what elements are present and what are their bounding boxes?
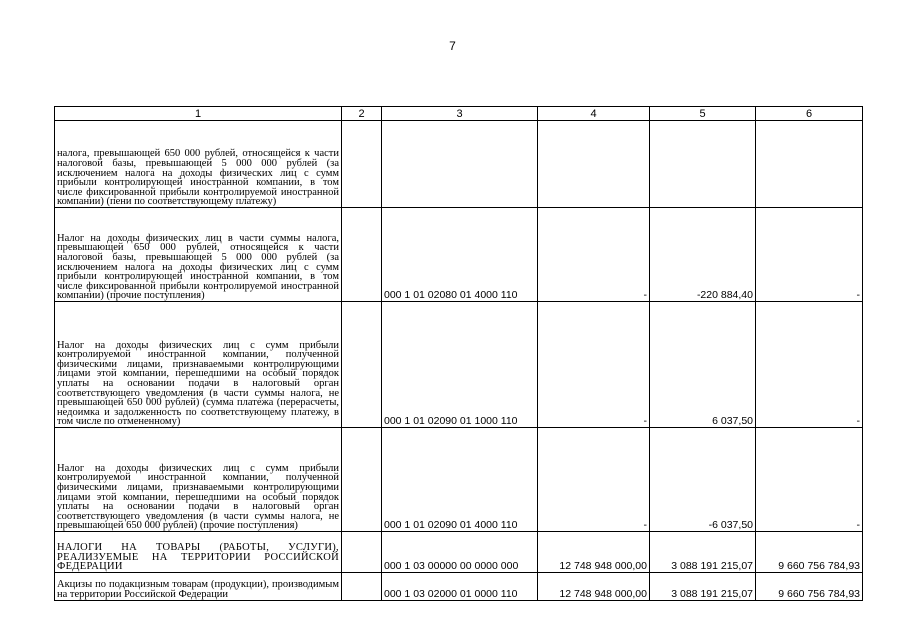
table-row <box>55 532 863 573</box>
row-unexecuted <box>756 121 863 208</box>
row-code <box>382 121 538 208</box>
row-unexecuted: 9 660 756 784,93 <box>756 573 863 601</box>
table-row <box>55 208 863 302</box>
header-cell-1: 1 <box>55 107 342 121</box>
table-row <box>55 428 863 532</box>
row-description: налога, превышающей 650 000 рублей, относящейся к части налоговой базы, превышающей 5 000 000 рублей (за исключением налога на доходы физических лиц с сумм прибыли контролирующей иностранной компании, в том числе фиксированной прибыли контролируемой иностранной компании) (пени по соответствующему платежу) <box>55 121 342 208</box>
header-cell-2: 2 <box>342 107 382 121</box>
row-plan: - <box>538 302 650 428</box>
header-cell-5: 5 <box>650 107 756 121</box>
header-cell-4: 4 <box>538 107 650 121</box>
table-row <box>55 302 863 428</box>
row-description: НАЛОГИ НА ТОВАРЫ (РАБОТЫ, УСЛУГИ), РЕАЛИЗУЕМЫЕ НА ТЕРРИТОРИИ РОССИЙСКОЙ ФЕДЕРАЦИИ <box>55 532 342 573</box>
row-plan: 12 748 948 000,00 <box>538 573 650 601</box>
row-description: Налог на доходы физических лиц с сумм прибыли контролируемой иностранной компании, полученной физическими лицами, признаваемыми контролирующими лицами этой компании, перешедшими на особый порядок уплаты на основании подачи в налоговый орган соответствующего уведомления (в части суммы налога, не превышающей 650 000 рублей) (прочие поступления) <box>55 428 342 532</box>
table-row <box>55 573 863 601</box>
row-plan: - <box>538 428 650 532</box>
row-executed: 3 088 191 215,07 <box>650 532 756 573</box>
row-code: 000 1 01 02090 01 1000 110 <box>382 302 538 428</box>
row-col2 <box>342 302 382 428</box>
row-plan <box>538 121 650 208</box>
table-header-row <box>55 107 863 121</box>
header-cell-6: 6 <box>756 107 863 121</box>
row-executed: -220 884,40 <box>650 208 756 302</box>
page-number: 7 <box>449 39 456 53</box>
table-row <box>55 121 863 208</box>
row-executed: 6 037,50 <box>650 302 756 428</box>
row-col2 <box>342 532 382 573</box>
row-code: 000 1 01 02090 01 4000 110 <box>382 428 538 532</box>
row-code: 000 1 03 02000 01 0000 110 <box>382 573 538 601</box>
row-code: 000 1 01 02080 01 4000 110 <box>382 208 538 302</box>
header-cell-3: 3 <box>382 107 538 121</box>
row-col2 <box>342 573 382 601</box>
row-description <box>55 573 342 601</box>
budget-table <box>54 106 863 601</box>
row-description: Налог на доходы физических лиц с сумм прибыли контролируемой иностранной компании, полученной физическими лицами, признаваемыми контролирующими лицами этой компании, перешедшими на особый порядок уплаты на основании подачи в налоговый орган соответствующего уведомления (в части суммы налога, не превышающей 650 000 рублей) (сумма платежа (перерасчеты, недоимка и задолженность по соответствующему платежу, в том числе по отмененному) <box>55 302 342 428</box>
row-code: 000 1 03 00000 00 0000 000 <box>382 532 538 573</box>
row-unexecuted: - <box>756 428 863 532</box>
row-executed: 3 088 191 215,07 <box>650 573 756 601</box>
row-executed <box>650 121 756 208</box>
row-col2 <box>342 208 382 302</box>
row-description-text: Акцизы по подакцизным товарам (продукции), производимым на территории Российской Федерации <box>57 580 339 600</box>
row-col2 <box>342 121 382 208</box>
row-unexecuted: 9 660 756 784,93 <box>756 532 863 573</box>
row-executed: -6 037,50 <box>650 428 756 532</box>
row-unexecuted: - <box>756 302 863 428</box>
row-plan: - <box>538 208 650 302</box>
row-col2 <box>342 428 382 532</box>
row-description: Налог на доходы физических лиц в части суммы налога, превышающей 650 000 рублей, относящейся к части налоговой базы, превышающей 5 000 000 рублей (за исключением налога на доходы физических лиц с сумм прибыли контролирующей иностранной компании, в том числе фиксированной прибыли контролируемой иностранной компании) (прочие поступления) <box>55 208 342 302</box>
row-plan: 12 748 948 000,00 <box>538 532 650 573</box>
row-unexecuted: - <box>756 208 863 302</box>
